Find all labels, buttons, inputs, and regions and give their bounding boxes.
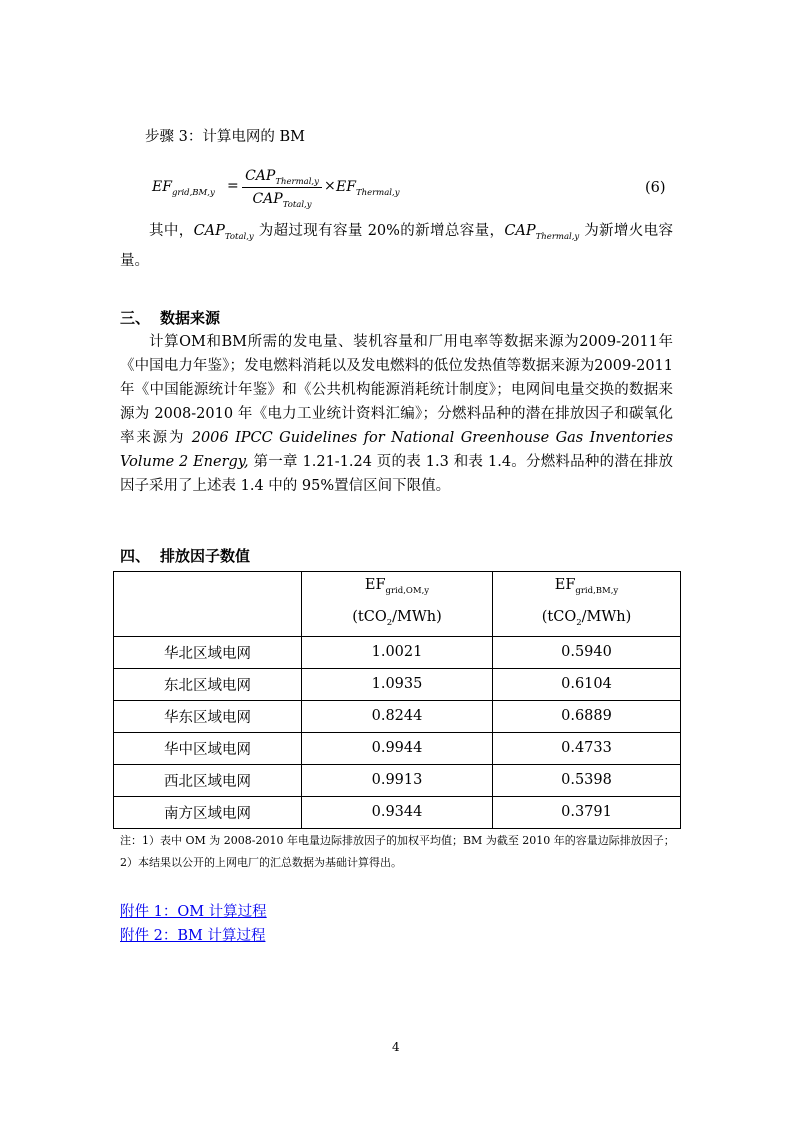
step-label: 步骤 3：计算电网的 BM xyxy=(145,129,305,145)
link-om-calculation[interactable]: 附件 1：OM 计算过程 xyxy=(120,904,267,920)
header-empty-cell xyxy=(114,572,302,637)
section-4-title: 排放因子数值 xyxy=(160,547,251,565)
header-bm: $EF_{grid,BM,y}$ (tCO$_2$/MWh) xyxy=(493,572,681,637)
data-source-paragraph: 计算OM和BM所需的发电量、装机容量和厂用电率等数据来源为2009-2011年《中国电力年鉴》；发电燃料消耗以及发电燃料的低位发热值等数据来源为2009-2011 年《中国能源统计年鉴》和《公共机构能源消耗统计制度》；电网间电量交换的数据来源为 2008-2010 年《电力工业统计资料汇编》；分燃料品种的潜在排放因子和碳氧化率来源为 2006 IPCC Guidelines for National Greenhouse Gas Inventories Volume 2 Energy, 第一章 1.21-1.24 页的表 1.3 和表 1.4。分燃料品种的潜在排放因子采用了上述表 1.4 中的 95%置信区间下限值。 xyxy=(120,334,674,494)
formula-numerator: $CAP_{Thermal,y}$ xyxy=(245,168,319,187)
page-number: 4 xyxy=(392,1040,400,1054)
formula-lhs: $EF_{grid,BM,y}$ xyxy=(152,179,215,198)
om-value-cell: 0.9913 xyxy=(302,764,493,796)
region-cell: 西北区域电网 xyxy=(114,764,302,796)
bm-value-cell: 0.5398 xyxy=(493,764,681,796)
formula-times: × xyxy=(324,178,336,194)
bm-value-cell: 0.3791 xyxy=(493,796,681,828)
om-value-cell: 1.0935 xyxy=(302,668,493,700)
om-value-cell: 1.0021 xyxy=(302,636,493,668)
formula-rhs: $EF_{Thermal,y}$ xyxy=(336,179,400,198)
formula-fraction xyxy=(242,166,322,209)
region-cell: 华中区域电网 xyxy=(114,732,302,764)
table-note: 注：1）表中 OM 为 2008-2010 年电量边际排放因子的加权平均值；BM 为截至 2010 年的容量边际排放因子；2）本结果以公开的上网电厂的汇总数据为基础计算得出。 xyxy=(120,834,675,869)
section-4-heading xyxy=(120,545,250,566)
table-row xyxy=(114,700,681,732)
region-cell: 南方区域电网 xyxy=(114,796,302,828)
equation-number: (6) xyxy=(645,180,666,196)
bm-value-cell: 0.5940 xyxy=(493,636,681,668)
om-value-cell: 0.9944 xyxy=(302,732,493,764)
section-3-title: 数据来源 xyxy=(160,309,221,327)
explanation-paragraph: 其中，$CAP_{Total,y}$ 为超过现有容量 20%的新增总容量，$CAP_{Thermal,y}$ 为新增火电容量。 xyxy=(120,223,673,269)
link-bm-calculation[interactable]: 附件 2：BM 计算过程 xyxy=(120,928,266,944)
bm-value-cell: 0.6104 xyxy=(493,668,681,700)
region-cell: 东北区域电网 xyxy=(114,668,302,700)
bm-value-cell: 0.4733 xyxy=(493,732,681,764)
header-om: $EF_{grid,OM,y}$ (tCO$_2$/MWh) xyxy=(302,572,493,637)
table-row xyxy=(114,668,681,700)
table-row xyxy=(114,732,681,764)
formula-denominator: $CAP_{Total,y}$ xyxy=(252,191,312,210)
section-3-number: 三、 xyxy=(120,309,151,327)
table-row xyxy=(114,764,681,796)
formula xyxy=(152,166,400,214)
section-3-heading xyxy=(120,307,220,328)
om-value-cell: 0.8244 xyxy=(302,700,493,732)
table-header-row xyxy=(114,572,681,637)
table-row xyxy=(114,796,681,828)
section-4-number: 四、 xyxy=(120,547,151,565)
region-cell: 华东区域电网 xyxy=(114,700,302,732)
table-row xyxy=(114,636,681,668)
emission-factor-table xyxy=(113,571,681,829)
formula-equals: = xyxy=(227,178,239,194)
region-cell: 华北区域电网 xyxy=(114,636,302,668)
fraction-bar xyxy=(242,187,322,188)
bm-value-cell: 0.6889 xyxy=(493,700,681,732)
om-value-cell: 0.9344 xyxy=(302,796,493,828)
